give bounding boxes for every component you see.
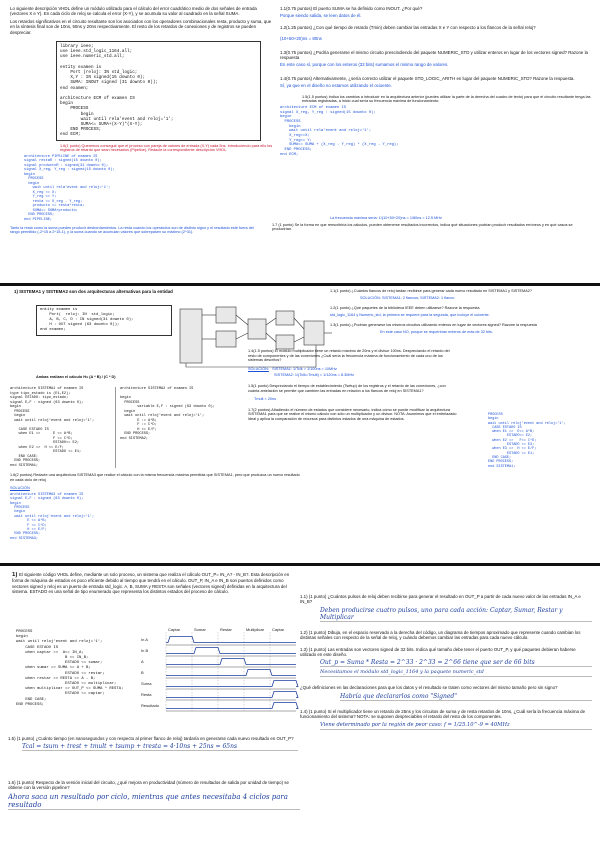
s2-q17: 1.7(2 puntos) Añadiendo el número de estados que considere necesario, indica cómo se puede modificar la arquitectura SISTEMA1 para que se realice el mismo cálculo con sólo un multiplicador y un divisor. NOTA: Asumimos que el entrelazado ideal y aplica la comparación de recursos para distintos estados de una máquina de estados. [248,407,457,421]
s1-pipeline-line: architecture PIPELINE of examen IS [24,154,98,159]
s3-a14: Viene determinado por la región de peor caso: f = 1/25.10^-9 = 40MHz [320,722,592,730]
s1-q13: 1.3(0.75 puntos) ¿Podría generarse el mismo circuito prescindiendo del paquete NUMERIC_STD y utilizar enteros en lugar de los vectores signed? Razone la respuesta [280,49,588,61]
s3-code-line: when multiplicar => OUT_P <= SUMA * RESTA; [16,687,124,692]
s2-sys1-line: type tipo_estado is (E1,E2); [10,391,71,396]
s2-sys1-line: begin [10,405,21,409]
s3-q15: 1.5) (1 punto) ¿Cuánto tiempo (en nanosegundos y con respecto al primer flanco de reloj) tardaría en generarse cada nuevo resultado en OUT_P? [8,736,294,741]
s2-compute [36,375,236,382]
s1-pipeline-line: PROCESS [24,177,44,182]
s1-pipeline-line: SUMA<= SUMA+producto; [24,208,78,213]
input-regs [180,309,202,363]
s2-q12: 1.2(1 punto) ¿Qué paquetes de la biblioteca IEEE deben utilizarse? Razone la respuesta [330,306,480,311]
s2-a17-line: ESTADO<= E2; [488,434,533,439]
wave-state-label: Sumar [194,627,206,632]
s1-pipeline-line: signal restaR : signed(15 downto 0); [24,159,102,164]
s2-entity-line: end examen; [40,328,66,332]
s2-sys2-line: begin [120,396,131,400]
s2-a17-line: END PROCESS; [488,460,514,465]
wave-signal-trace [166,659,296,665]
s2-sys1-line: CASE ESTADO IS [10,427,49,432]
wave-signal-label: In A [141,637,148,642]
s1-a15-line: wait until rela'event and reloj='1'; [280,129,372,134]
s1-a15-line: END PROCESS; [280,148,312,153]
s2-entity-line: H : OUT signed (63 downto 0)); [40,323,120,327]
s2-a16-line: END PROCESS; [10,532,41,537]
s2-a17-code [488,413,593,469]
s1-code-line: wait until rela'event and reloj='1'; [60,116,174,122]
s3-a13a: Out_p = Suma * Resta = 2^33 · 2^33 = 2^66 tiene que ser de 66 bits [320,659,592,667]
s2-title [14,289,334,296]
s3-code-line: ESTADO <= multiplicar; [16,682,117,687]
s1-q16: 1.6(1 punto) Queremos conseguir que el proceso con pareja de valores de entrada (X,Y) cada 5ns. Introduciendo para ello los registros de retardo que sean necesarios (Pipeline). Redacte la correspondiente descripción VHDL. [60,143,273,153]
s2-sys1-line: PROCESS [10,409,30,414]
s3-q1 [12,572,294,597]
s1-bottom [10,216,590,276]
s2-q14: 1.4(1.5 puntos) El módulo multiplicador tiene un retardo máximo de 20ns y el divisor 100ns. Despreciando el retardo del resto de componentes y de las conexiones ¿Cuál sería la frecuencia máxima de funcionamiento de cada uno de los sistemas descritos? [248,349,450,363]
s2-a17-line: END CASE; [488,455,512,460]
s1-a15-line: begin [280,124,301,129]
s2-title-text: 1) SISTEMA1 y SISTEMA2 son dos arquitecturas alternativas para la entidad [14,289,173,294]
s2-a17-line: wait until reloj'event and reloj='1'; [488,421,566,426]
s1-a15-freq: La frecuencia máxima sería: 1/(10+50+20)ns = 1/80ns = 12.5 MHz [330,216,442,220]
s2-q15: 1.5(1 punto) Despreciando el tiempo de establecimiento (Tsetup) de los registros y el retardo de las conexiones, ¿con cuánta antelación se permite que cambien las entradas en relación a los flancos de reloj en SISTEMA1? [248,383,446,393]
s2-a17-line: ESTADO <= E3; [488,443,535,448]
wave-signal-trace [166,692,298,698]
s1-code-line: architecture ECM of examen IS [60,96,135,102]
s3-code-line: ESTADO <= sumar; [16,661,103,666]
s2-sys2-line: wait until reloj'event and reloj='1'; [120,414,205,418]
s1-q15: 1.5(1.5 puntos) Indica los cambios a introducir en la arquitectura anterior (puedes utilizar la parte de la derecha del cuadro de texto) para que el circuito resultante tenga las entradas registradas, a inicio cual sería su frecuencia máxima de funcionamiento: [302,94,591,104]
s3-q12: 1.2) (1 punto) Dibuja, en el espacio reservado a la derecha del código, un diagrama de tiempos aproximado que represente cuando cambian los distintas señales con respecto de la señal de reloj, y cuándo debemos cambiar las entradas para cada nuevo cálculo. [300,629,581,641]
s2-sys1-line: when E1 => E <= A*B; [10,432,73,436]
s2-a16-line: F <= C*D; [10,523,47,528]
s1-a15-line: begin [280,115,292,120]
s3-a16: Ahora saca un resultado por ciclo, mientras que antes necesitaba 4 ciclos para resultado [8,793,300,810]
s1-pipeline-code [24,155,275,223]
s3-code-line: wait until reloj'event and reloj='1'; [16,640,103,645]
s1-code-line: Port (reloj: IN std_logic; [60,70,138,76]
s3-code-line: when sumar => SUMA <= A + B; [16,666,91,671]
s1-code-line: SUMA: INOUT signed (31 downto 0)); [60,80,158,86]
s3-a15: Tcal = tsum + trest + tmult + tsump + tresta = 4·10ns + 25ns = 65ns [22,743,298,751]
s1-code-line: entity examen is [60,64,102,70]
s1-pipeline-line: end PIPELINE; [24,217,53,222]
s2-q16: 1.6(2 puntos) Redacte una arquitectura SISTEMA3 que realice el cálculo con la misma frecuencia máxima permitida que SISTEMA1, pero que produzca un nuevo resultado en cada ciclo de reloj [10,473,300,482]
s3-q15-col [8,736,298,776]
wave-signal-trace [166,703,298,709]
s2-sys2-line: H <= E/F; [120,427,157,432]
s2-q11: 1.1(1 punto) ¿Cuántos flancos de reloj tardan recibirse para generar cada nuevo resultado en SISTEMA1 y SISTEMA2? [330,289,532,293]
s1-pipeline-line: X_reg <= X; [24,190,57,195]
s3-q16: 1.6) (1 punto) Respecto de la versión inicial del circuito, ¿qué mejora en productividad (número de resultados de salida por unidad de tiempo) se obtiene con la versión pipeline? [8,780,289,791]
wave-signal-trace [166,648,296,654]
s1-code-line: use ieee.std_logic_1164.all; [60,49,133,55]
s2-a12: std_logic_1164 y Numeric_std, la primera se requiere para la segunda, que incluye el ocioente. [330,312,490,317]
wave-state-label: Captar [168,627,181,632]
s2-sys1-line: ESTADO<= E2; [10,441,80,445]
s2-a17-line: CASE ESTADO IS [488,425,522,430]
s2-sys2-line: PROCESS [120,400,140,405]
s3-a13b: Necesitamos el módulo std_logic_1164 y la paquete numeric_std [320,669,592,677]
s2-a17-line: ESTADO <= E1; [488,451,535,456]
divider-2 [0,563,600,566]
s1-pipeline-line: signal productoR : signed(31 downto 0); [24,163,109,168]
s2-sys2-line: begin [120,409,136,414]
section-2 [0,287,600,563]
s1-pipeline-line: END PROCESS; [24,213,55,218]
s1-q17: 1.7 (1 punto) Se la forma en que reescribiría los cálculos, pueden obtenerse resultados incorrectos, indica qué situaciones podrían producir resultados erróneos y en qué casos se producirían. [272,222,573,232]
s3-code-line: ESTADO <= captar; [16,692,105,697]
s2-a17-line: when E2 => F<= C*D; [488,438,537,443]
s1-code-line: begin [60,111,94,117]
reg-e [276,311,294,325]
s3-code-line: PROCESS [16,630,33,634]
s2-sys2-line: F := C*D; [120,423,157,427]
s3-q13b: ¿Qué definiciones en las declaraciones para que los datos y el resultado se traten como vectores del mismo tamaño pero sin signo? [300,685,558,691]
s3-q11: 1.1) (1 punto) ¿Cuántos pulsos de reloj deben recibirse para generar el resultado en OUT_P a partir de cada nuevo valor de las entradas IN_A e IN_B? [300,594,581,605]
s2-entity-box [36,305,172,336]
out-reg [304,321,324,345]
s3-q16-col [8,780,300,844]
s1-q14: 1.4(0.75 puntos) Alternativamente, ¿sería correcto utilizar el paquete STD_LOGIC_ARITH en lugar del paquete NUMERIC_STD? Razone la respuesta. [280,75,575,81]
s2-a16-line: wait until reloj'event and reloj='1'; [10,514,95,519]
wave-signal-trace [166,670,296,676]
s2-a17-line: when E3 => H <= E/F; [488,447,537,452]
s2-sys1-line: ESTADO <= E1; [10,450,82,454]
s3-code-line: END PROCESS; [16,702,45,707]
s1-code-line: end ECM; [60,132,81,138]
s2-sys1-line: signal ESTADO: tipo_estado; [10,396,69,400]
s2-sys1-line: architecture SISTEMA1 of examen IS [10,387,84,391]
wave-signal-label: In B [141,648,149,653]
div-block [248,319,266,339]
s2-a17-line: when E1 => E<= A*B; [488,430,535,435]
s2-compute-label: Ambas realizan el cálculo H= (A * B) / (C * D) [36,375,116,379]
mult-1 [216,307,236,323]
s3-code [16,630,134,708]
s2-a16-line: end SISTEMA3; [10,536,39,541]
s2-sys1-line: signal E,F : signed (63 downto 0); [10,400,84,405]
wave-signal-label: Suma [141,681,152,686]
s1-code-line: end examen; [60,85,89,91]
s2-sys1-line: F <= C*D; [10,436,73,441]
s1-a15-line: SUMA<= SUMA + (X_reg - Y_reg) * (X_reg - Y_reg); [280,143,399,148]
s2-sys1-line: end SISTEMA1; [10,463,39,468]
s1-a15-line: end ECM; [280,152,299,157]
section-3 [0,568,600,848]
s1-code-line: X,Y : IN signed(15 downto 0); [60,75,146,81]
s1-a15-line: architecture ECM of examen IS [280,105,347,110]
s3-a11: Deben producirse cuatro pulsos, uno para cada acción: Captar, Sumar, Restar y Multiplicar [320,607,592,622]
s2-a16-line: begin [10,501,21,506]
wave-state-label: Captar [272,627,285,632]
s2-a11: SOLUCIÓN: SISTEMA1: 2 flancos; SISTEMA2: 1 flanco [360,295,455,300]
s1-a15-line: Y_reg<= Y; [280,138,312,143]
s2-a13: En este caso NO, porque se requerirían enteros de más de 32 bits. [380,329,493,334]
s2-a16-line: H <= E/F; [10,528,47,533]
wave-signal-label: Resultado [141,703,160,708]
s2-sys2-line: architecture SISTEMA2 of examen IS [120,387,194,391]
s2-q13: 1.3(1 punto) ¿Podrían generarse los mismos circuitos utilizando enteros en lugar de vectores signed? Razone la respuesta [330,323,537,328]
s1-pipeline-line: begin [24,172,35,177]
s2-sys1-line: when E2 => H <= E/F; [10,445,64,450]
wave-signal-trace [166,637,296,643]
s2-a16-line: architecture SISTEMA3 of examen IS [10,492,84,497]
section-1 [0,0,600,283]
s1-a15-line: PROCESS [280,119,301,124]
s3-code-line: CASE ESTADO IS [16,645,59,650]
s2-a14: SOLUCIÓN: SISTEMA1: 1/Tclk = 1/100ns = 10MHz [248,366,337,371]
s2-sys2-line: E := A*B; [120,418,157,423]
wave-signal-label: A [141,659,144,664]
s2-a14-s2: SISTEMA2: 1/(Tclk=Tmult) = 1/120ns = 8.3MHz [274,373,355,378]
s3-right-col [300,594,592,788]
s1-code [60,44,257,138]
s1-pipeline-line: producto <= resta*resta; [24,204,85,209]
s3-code-line: END CASE; [16,697,47,702]
s2-a15: Tmult = 20ns [254,397,277,402]
s3-code-line: when restar => RESTA <= A - B; [16,676,96,681]
s1-q1-intro2: Los retardos significativos en el circuito resultante son los asociados con los operadores combinacionales resta, producto y suma, que en la síntesis final son de 10ns, 50ns y 20ns respectivamente. El resto de los retardos de conexiones y de registros se pueden despreciar. [10,18,272,35]
s1-a15-line: signal X_reg, Y_reg : signed(15 downto 0); [280,110,376,115]
s3-code-line: ESTADO <= restar; [16,671,105,676]
s1-code-line: begin [60,101,73,107]
s2-sys1-code [10,387,116,468]
mult-2 [216,331,236,347]
s1-a13: En este caso sí, porque con los enteros (32 bits) sumamos el mismo rango de valores. [280,62,449,68]
s1-pipeline-line: wait until rela'event and reloj='1'; [24,186,111,191]
s2-entity-line: Port( reloj: IN std_logic; [40,313,115,317]
s1-a15-line: X_reg<=X; [280,134,310,139]
wave-state-label: Restar [220,627,232,632]
s2-a16-line: E <= A*B; [10,519,47,524]
s3-code-line: begin [16,635,28,640]
s2-sys2-line: variable E,F : signed (63 downto 0); [120,405,215,409]
divider-1 [0,283,600,286]
s2-entity-line: A, B, C, D : IN signed(31 downto 0); [40,318,134,322]
s3-q14: 1.4) (1 punto) Si el multiplicador tiene un retardo de 25ns y los circuitos de suma y de resta retardos de 10ns, ¿Cuál sería la frecuencia máxima de funcionamiento del sistema? NOTA: se suponen despreciables el retardo del resto de los componentes. [300,708,586,720]
s1-pipeline-line: resta <= X_reg - Y_reg; [24,199,83,204]
s2-sys1-line: begin [10,414,26,418]
s2-a16-line: begin [10,510,26,515]
s1-a15-code [280,106,592,158]
s1-code-line: library ieee; [60,44,94,50]
wave-signal-label: B [141,670,144,675]
s3-q13: 1.3) (1 punto) Las entradas son vectores signed de 32 bits. Indica qué tamaño debe tener el puerto OUT_P, y qué paquetes debieran haberse utilizado en este diseño. [300,646,576,658]
s2-entity-line: entity examen is [40,308,78,312]
s2-sys2-line: end SISTEMA2; [120,436,149,441]
s1-pipeline-line: begin [24,181,40,186]
s1-code-line: PROCESS [60,106,89,112]
s2-a16-sol: SOLUCIÓN [10,486,30,491]
s1-pipeline-line: signal X_reg, Y_reg : signed(15 downto 0); [24,168,115,173]
s2-a17-line: end SISTEMA1; [488,464,516,469]
s1-q12: 1.2(1.25 puntos) ¿Con qué tiempo de retardo (Tmin) deben cambiar las entradas X e Y con respecto a los flancos de la señal reloj? [280,24,536,30]
s1-code-line: END PROCESS; [60,127,102,133]
s3-q1-text: 1) El siguiente código VHDL define, mediante un solo proceso, un sistema que realiza el cálculo OUT_P= IN_A? - IN_B?. Esta descripción en forma de máquina de estados es poco eficiente debido al tiempo que tendrá en el cálculo. OUT_P, IN_A e IN_B son puertos definidos como vectores signed y reloj es un puerto de entrada std_logic. A, B, SUMA y RESTA son señales (vectores signed) definidas en la arquitectura del sistema. ESTADO es una señal de tipo enumerado que representa los distintos estados del proceso de cálculo. [12,572,290,595]
s3-a13c: Habría que declararlos como "Signed" [340,693,592,701]
s2-a16-line: signal E,F : signed (63 downto 0); [10,497,84,502]
s2-sys1-line: wait until reloj'event and reloj='1'; [10,418,95,423]
s1-code-line: use ieee.numeric_std.all; [60,54,125,60]
s1-a17: Tanto la resta como la suma pueden producir desbordamientos. La resta cuando los operandos son de distinto signo y el resultado esté fuera del rango permitido (-2^15 a 2^15-1), y la suma cuando se acumulan valores que sobrepasen su máximo (2^31). [10,225,254,235]
s2-sys2-line: END PROCESS; [120,432,151,436]
s2-a17-line: begin [488,417,499,422]
s1-a12: (10+50+20)ns = 80ns [280,36,322,42]
s2-a16-line: PROCESS [10,506,30,510]
s1-code-line: SUMA<= SUMA+(X-Y)*(X-Y); [60,122,143,128]
s3-code-line: B <= IN_B; [16,656,89,661]
s1-a14: Sí, ya que en el diseño no estamos utilizando el ocioente. [280,83,393,89]
s2-sys2-code [120,387,235,441]
s1-q11: 1.1(0.75 puntos) El puerto SUMA se ha definido como INOUT. ¿Por qué? [280,6,423,11]
s1-pipeline-line: Y_reg <= Y; [24,195,57,200]
s2-sys1-line: END CASE; [10,454,39,459]
s3-code-line: when captar => A<= IN_A; [16,650,84,655]
s1-q1-intro: Lo siguiente descripción VHDL define un módulo utilizado para el cálculo del error cuadrático medio de dos señales de entrada (vectores X e Y). En cada ciclo de reloj se calcula el error (X-Y), y se acumula su valor al cuadrado en la señal SUMA. [10,6,257,17]
s1-code-box [56,41,261,141]
s3-timing-diagram [140,624,300,720]
wave-signal-label: Resta [141,692,152,697]
s1-a11: Porque siendo salida, se leen datos de él. [280,13,362,19]
s2-mid-col [248,347,458,557]
s2-sys1-line: END PROCESS; [10,459,41,463]
wave-signal-trace [166,681,298,687]
s2-a17-line: PROCESS [488,413,503,417]
wave-state-label: Multiplicar [246,627,265,632]
